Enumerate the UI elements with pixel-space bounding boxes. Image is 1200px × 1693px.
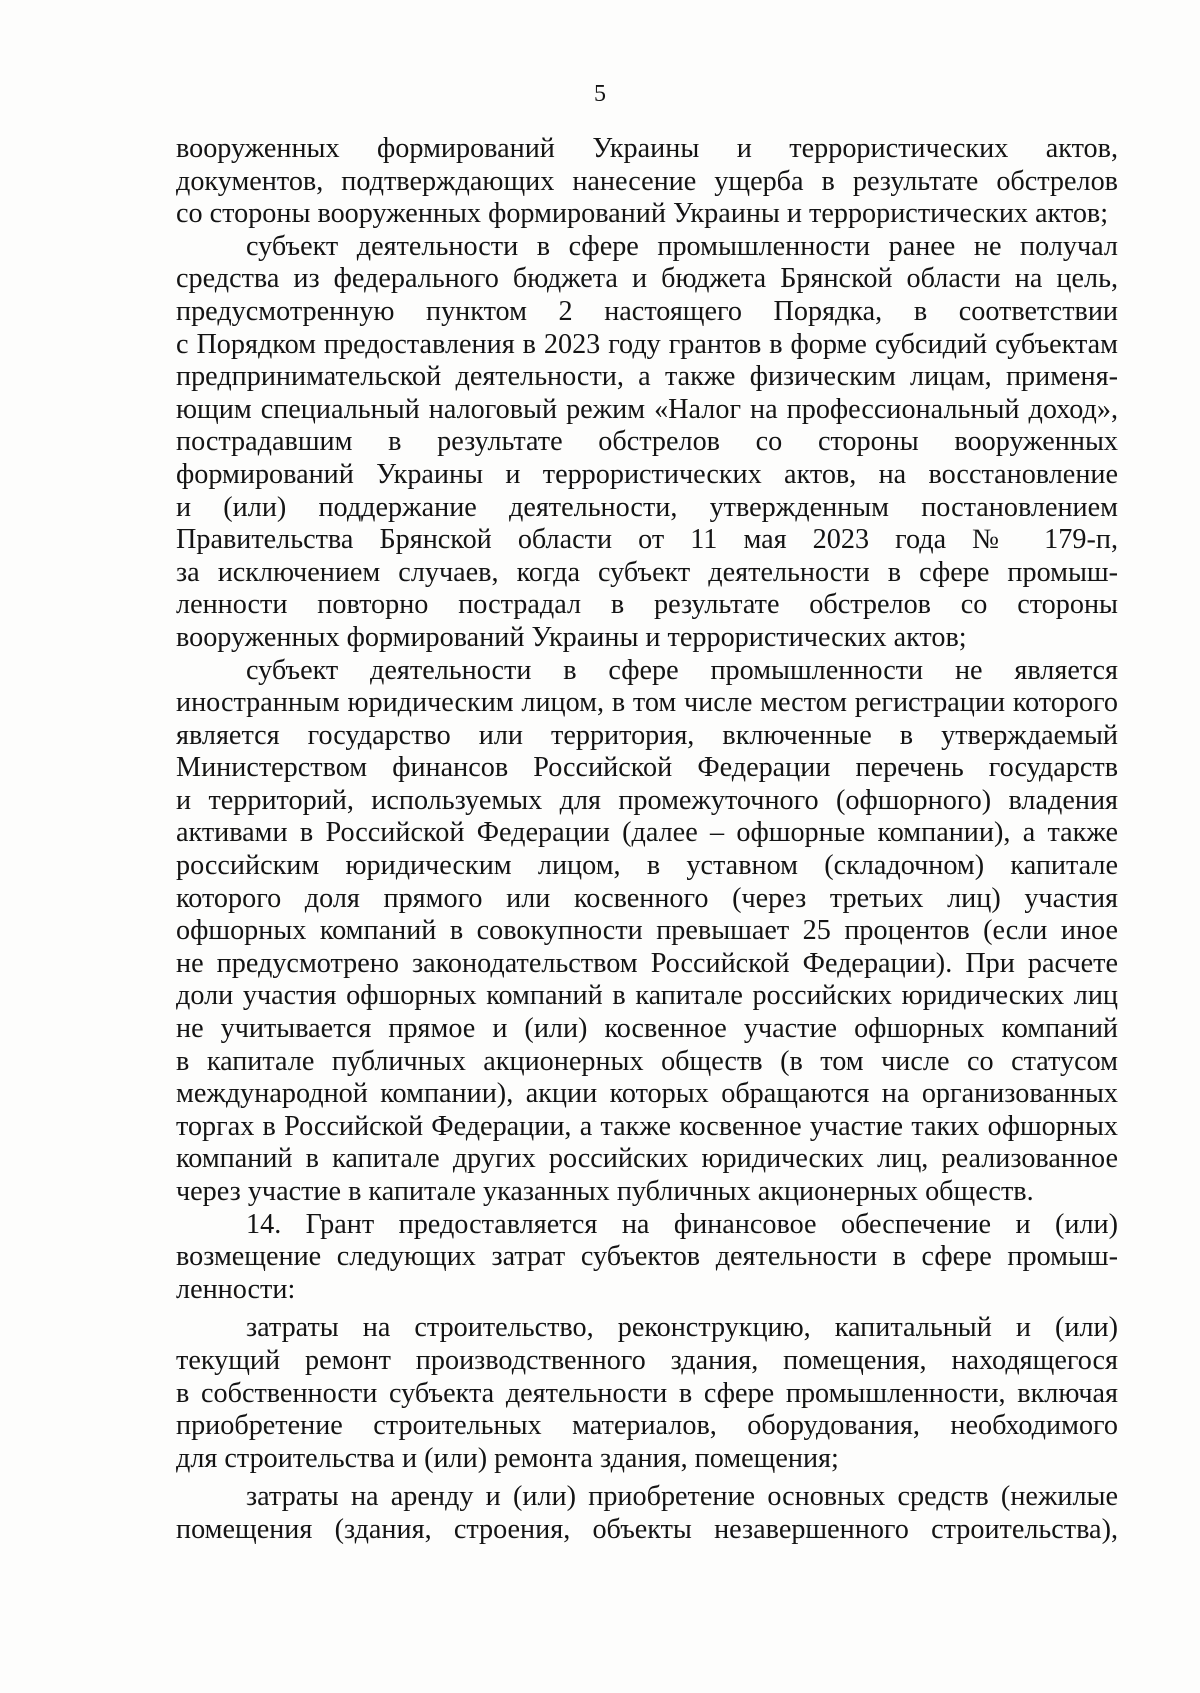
text-line: является государство или территория, включенные в утверждаемый — [176, 719, 1118, 751]
text-line: активами в Российской Федерации (далее – офшорные компании), а также — [176, 817, 1118, 849]
text-line: вооруженных формирований Украины и террористических актов, — [176, 133, 1118, 164]
text-line: с Порядком предоставления в 2023 году грантов в форме субсидий субъектам — [176, 328, 1118, 360]
text-line: документов, подтверждающих нанесение ущерба в результате обстрелов — [176, 165, 1118, 197]
text-line: текущий ремонт производственного здания, помещения, находящегося — [176, 1344, 1118, 1376]
text-line: субъект деятельности в сфере промышленности не является — [246, 654, 1118, 686]
text-line: и (или) поддержание деятельности, утвержденным постановлением — [176, 491, 1118, 523]
text-line: формирований Украины и террористических актов, на восстановление — [176, 458, 1118, 490]
text-line: доли участия офшорных компаний в капитале российских юридических лиц — [176, 980, 1118, 1012]
text-line: пострадавшим в результате обстрелов со стороны вооруженных — [176, 426, 1118, 458]
text-line: для строительства и (или) ремонта здания, помещения; — [176, 1442, 839, 1474]
text-line: ленности: — [176, 1273, 296, 1305]
paragraph — [176, 133, 1118, 231]
text-line: офшорных компаний в совокупности превышает 25 процентов (если иное — [176, 915, 1118, 947]
text-line: предпринимательской деятельности, а также физическим лицам, применя- — [176, 361, 1118, 393]
text-line: затраты на аренду и (или) приобретение основных средств (нежилые — [246, 1481, 1118, 1513]
text-line: приобретение строительных материалов, оборудования, необходимого — [176, 1410, 1118, 1442]
paragraph — [176, 1312, 1118, 1475]
text-line: ющим специальный налоговый режим «Налог на профессиональный доход», — [176, 393, 1118, 425]
text-line: за исключением случаев, когда субъект деятельности в сфере промыш- — [176, 556, 1118, 588]
text-line: ленности повторно пострадал в результате обстрелов со стороны — [176, 589, 1118, 621]
text-line: предусмотренную пунктом 2 настоящего Порядка, в соответствии — [176, 295, 1118, 327]
text-line: 14. Грант предоставляется на финансовое обеспечение и (или) — [246, 1208, 1118, 1240]
text-line: вооруженных формирований Украины и террористических актов; — [176, 621, 967, 653]
text-line: не предусмотрено законодательством Российской Федерации). При расчете — [176, 947, 1118, 979]
paragraph — [176, 1481, 1118, 1546]
text-line: Правительства Брянской области от 11 мая 2023 года № 179-п, — [176, 524, 1118, 556]
text-line: компаний в капитале других российских юридических лиц, реализованное — [176, 1143, 1118, 1175]
text-line: субъект деятельности в сфере промышленности ранее не получал — [246, 230, 1118, 262]
text-line: возмещение следующих затрат субъектов деятельности в сфере промыш- — [176, 1241, 1118, 1273]
document-body — [176, 133, 1118, 1547]
paragraph — [176, 231, 1118, 655]
text-line: Министерством финансов Российской Федерации перечень государств — [176, 752, 1118, 784]
paragraph — [176, 655, 1118, 1209]
text-line: которого доля прямого или косвенного (через третьих лиц) участия — [176, 882, 1118, 914]
paragraph — [176, 1209, 1118, 1307]
text-line: помещения (здания, строения, объекты незавершенного строительства), — [176, 1513, 1118, 1545]
text-line: торгах в Российской Федерации, а также косвенное участие таких офшорных — [176, 1110, 1118, 1142]
text-line: через участие в капитале указанных публичных акционерных обществ. — [176, 1176, 1034, 1207]
text-line: иностранным юридическим лицом, в том числе местом регистрации которого — [176, 687, 1118, 719]
text-line: не учитывается прямое и (или) косвенное участие офшорных компаний — [176, 1013, 1118, 1045]
text-line: и территорий, используемых для промежуточного (офшорного) владения — [176, 784, 1118, 816]
text-line: со стороны вооруженных формирований Украины и террористических актов; — [176, 198, 1109, 230]
text-line: международной компании), акции которых обращаются на организованных — [176, 1078, 1118, 1110]
text-line: в капитале публичных акционерных обществ (в том числе со статусом — [176, 1045, 1118, 1077]
page-number: 5 — [594, 81, 606, 107]
text-line: в собственности субъекта деятельности в сфере промышленности, включая — [176, 1377, 1118, 1409]
text-line: российским юридическим лицом, в уставном (складочном) капитале — [176, 850, 1118, 882]
text-line: затраты на строительство, реконструкцию, капитальный и (или) — [246, 1312, 1118, 1344]
text-line: средства из федерального бюджета и бюджета Брянской области на цель, — [176, 263, 1118, 295]
